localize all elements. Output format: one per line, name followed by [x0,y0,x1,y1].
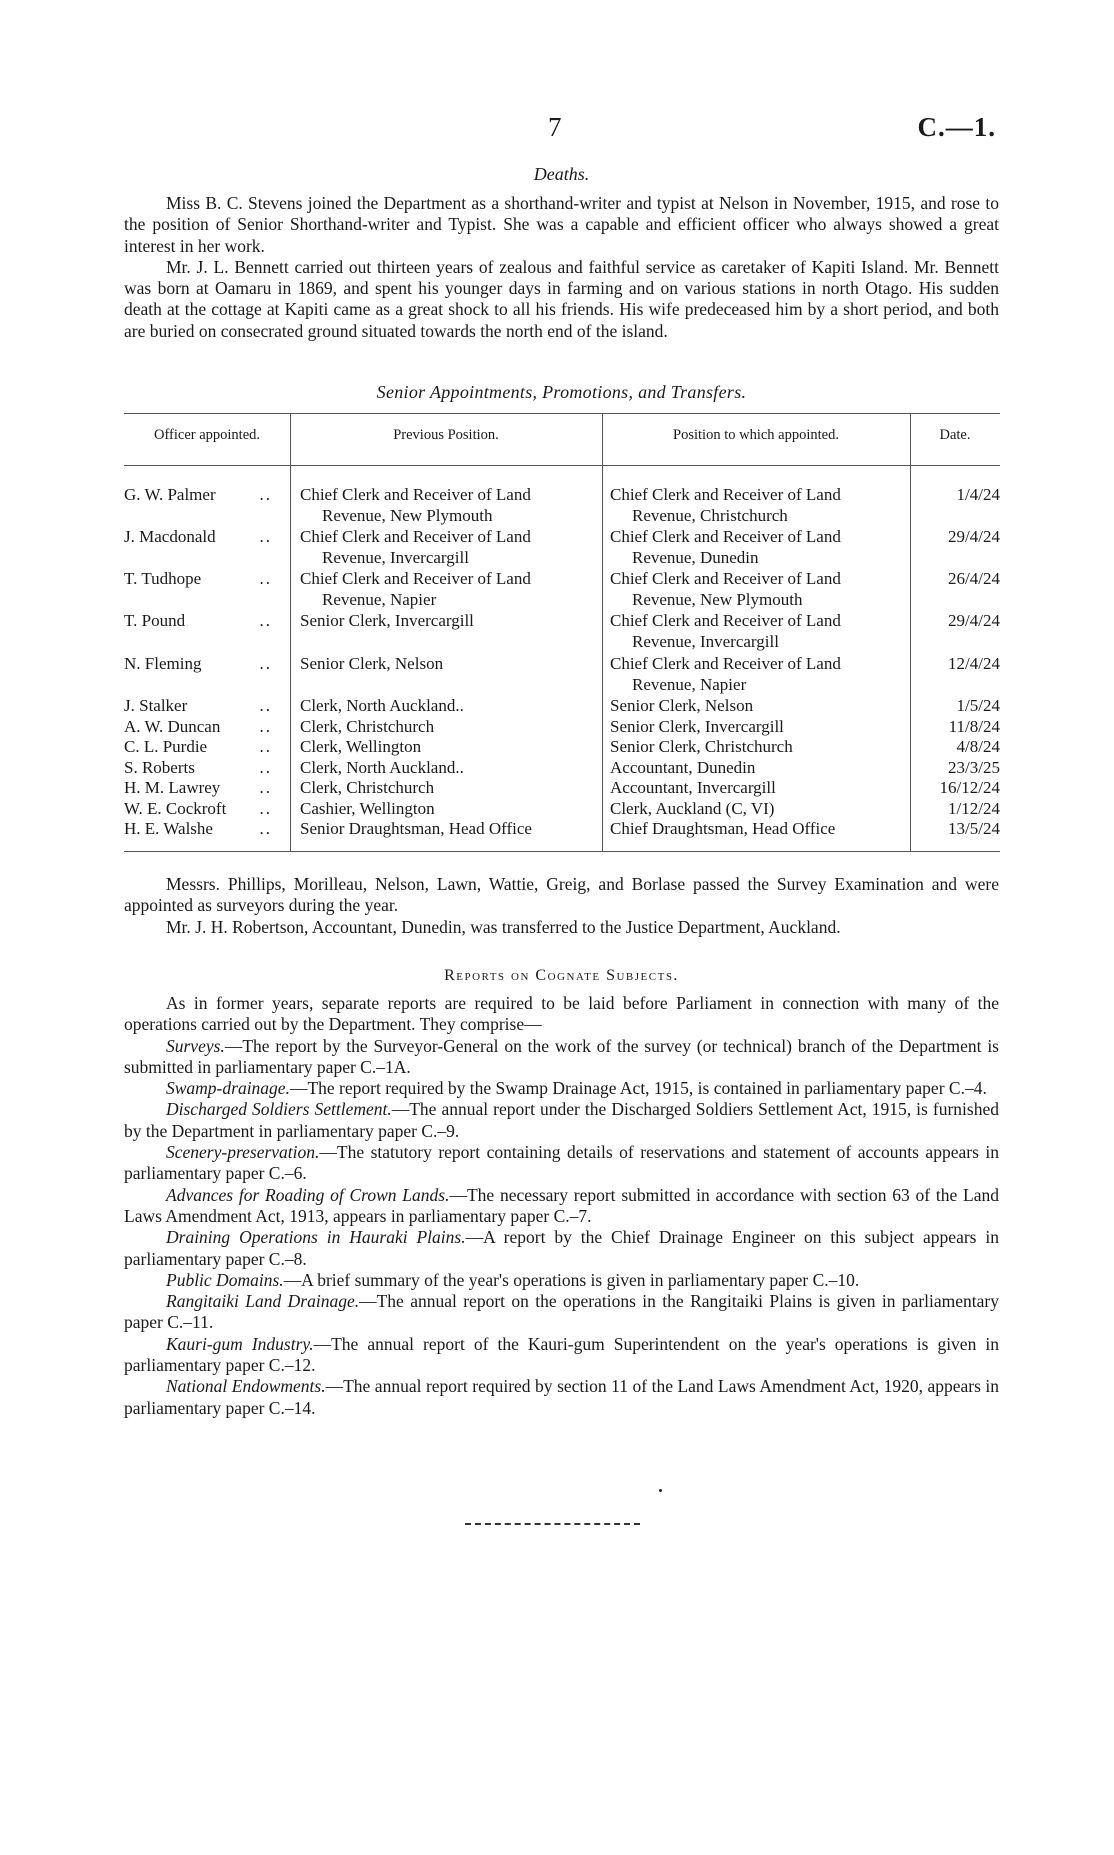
date-cell [914,485,1000,506]
cognate-item-heading: Surveys. [166,1035,225,1056]
previous-position-line: Revenue, Napier [322,589,437,609]
officer-cell [124,819,282,840]
appointed-position-cell [610,737,906,758]
previous-position-cell [300,819,590,840]
table-row [124,485,1000,527]
appointment-date: 16/12/24 [939,778,1000,797]
appointed-position-line: Senior Clerk, Invercargill [610,716,784,736]
leader-dots: .. [259,654,272,673]
appointed-position-line: Chief Clerk and Receiver of Land [610,654,841,673]
officer-cell [124,569,282,590]
deaths-paragraph-bennett: Mr. J. L. Bennett carried out thirteen years of zealous and faithful service as caretaker of Kapiti Island. Mr. Bennett was born at Oamaru in 1869, and spent his younger days in farming and on various stations in north Otago. His sudden death at the cottage at Kapiti came as a great shock to all his friends. His wife predeceased him by a short period, and both are buried on consecrated ground situated towards the north end of the island. [124,256,999,341]
date-cell [914,654,1000,675]
document-reference: C.—1. [917,112,996,142]
date-cell [914,611,1000,632]
transfers-notes [124,874,999,938]
previous-position-line: Clerk, Wellington [300,737,422,756]
cognate-item-heading: Swamp-drainage. [166,1078,290,1099]
table-row [124,611,1000,653]
previous-position-line: Revenue, Invercargill [322,547,469,567]
cognate-item [124,1099,999,1142]
cognate-item-text: —The report by the Surveyor-General on the work of the survey (or technical) branch of the Department is submitted in parliamentary paper C.–1A. [124,1035,999,1077]
cognate-item [124,1142,999,1185]
table-row [124,569,1000,611]
appointment-date: 11/8/24 [948,716,1000,736]
officer-name: S. Roberts [124,757,195,777]
appointed-position-cell [610,569,906,610]
appointed-position-line: Clerk, Auckland (C, VI) [610,798,775,818]
leader-dots: .. [259,757,272,777]
appointment-date: 4/8/24 [956,737,1000,756]
date-cell [914,696,1000,717]
previous-position-line: Clerk, Christchurch [300,778,435,797]
appointment-date: 29/4/24 [948,611,1000,630]
appointed-position-cell [610,758,906,779]
appointed-position-line: Accountant, Invercargill [610,778,776,797]
column-header-previous: Previous Position. [393,427,499,443]
previous-position-cell [300,654,590,675]
cognate-item [124,1036,999,1079]
cognate-item-text: —The statutory report containing details of reservations and statement of accounts appears in parliamentary paper C.–6. [124,1142,999,1184]
robertson-paragraph: Mr. J. H. Robertson, Accountant, Dunedin, was transferred to the Justice Department, Auckland. [166,916,841,937]
appointed-position-line: Revenue, Christchurch [632,505,788,525]
table-row [124,737,1000,758]
previous-position-line: Chief Clerk and Receiver of Land [300,527,531,546]
column-header-appointed: Position to which appointed. [673,427,839,443]
appointed-position-line: Senior Clerk, Nelson [610,696,754,715]
leader-dots: .. [259,485,272,504]
cognate-item-text: —The report required by the Swamp Drainage Act, 1915, is contained in parliamentary paper C.–4. [289,1078,987,1099]
table-row [124,778,1000,799]
appointment-date: 1/12/24 [948,798,1000,818]
officer-name: H. E. Walshe [124,819,213,838]
previous-position-cell [300,611,590,632]
cognate-item-heading: Rangitaiki Land Drainage. [166,1291,360,1312]
appointed-position-cell [610,717,906,738]
date-cell [914,569,1000,590]
officer-name: C. L. Purdie [124,737,208,756]
officer-cell [124,717,282,738]
table-row [124,717,1000,738]
appointed-position-cell [610,819,906,840]
appointed-position-cell [610,799,906,820]
previous-position-line: Clerk, North Auckland.. [300,757,464,777]
appointment-date: 26/4/24 [948,569,1000,588]
date-cell [914,527,1000,548]
appointed-position-cell [610,527,906,568]
cognate-item-heading: Public Domains. [166,1269,284,1290]
table-row [124,527,1000,569]
surveyors-paragraph: Messrs. Phillips, Morilleau, Nelson, Lawn, Wattie, Greig, and Borlase passed the Survey Examination and were appointed as surveyors during the year. [124,874,999,916]
appointed-position-line: Revenue, Napier [632,674,747,694]
officer-name: N. Fleming [124,654,202,673]
leader-dots: .. [259,527,272,546]
table-row [124,799,1000,820]
appointed-position-line: Chief Clerk and Receiver of Land [610,611,841,630]
cognate-item [124,1376,999,1419]
previous-position-cell [300,717,590,738]
previous-position-line: Cashier, Wellington [300,798,435,818]
previous-position-cell [300,696,590,717]
leader-dots: .. [259,798,272,818]
date-cell [914,778,1000,799]
table-header-rule [124,465,1000,466]
appointment-date: 29/4/24 [948,527,1000,546]
appointed-position-line: Chief Clerk and Receiver of Land [610,527,841,546]
previous-position-line: Revenue, New Plymouth [322,505,493,525]
previous-position-line: Chief Clerk and Receiver of Land [300,569,531,588]
cognate-item-text: —The annual report of the Kauri-gum Superintendent on the year's operations is given in parliamentary paper C.–12. [124,1333,999,1376]
page-header [0,112,1114,152]
appointments-heading: Senior Appointments, Promotions, and Transfers. [376,382,747,402]
cognate-items [124,1036,999,1419]
cognate-item [124,1334,999,1377]
previous-position-cell [300,737,590,758]
cognate-item-text: —A brief summary of the year's operations is given in parliamentary paper C.–10. [283,1269,860,1290]
officer-cell [124,778,282,799]
cognate-item [124,1270,999,1291]
appointed-position-line: Revenue, Invercargill [632,631,779,651]
leader-dots: .. [259,716,272,736]
table-top-rule [124,413,1000,414]
cognate-intro: As in former years, separate reports are required to be laid before Parliament in connection with many of the operations carried out by the Department. They comprise— [124,993,999,1035]
table-body [124,485,1000,840]
officer-name: G. W. Palmer [124,485,216,504]
date-cell [914,717,1000,738]
appointment-date: 12/4/24 [948,654,1000,673]
date-cell [914,758,1000,779]
cognate-item [124,1185,999,1228]
cognate-item-text: —The annual report on the operations in the Rangitaiki Plains is given in parliamentary paper C.–11. [124,1291,999,1333]
appointed-position-line: Senior Clerk, Christchurch [610,737,793,756]
officer-cell [124,758,282,779]
table-bottom-rule [124,851,1000,852]
deaths-section [124,193,999,342]
officer-name: T. Tudhope [124,569,202,588]
previous-position-line: Senior Clerk, Nelson [300,654,444,673]
cognate-item-text: —The annual report under the Discharged Soldiers Settlement Act, 1915, is furnished by the Department in parliamentary paper C.–9. [124,1099,999,1141]
deaths-heading: Deaths. [533,164,590,184]
previous-position-cell [300,485,590,526]
column-header-officer: Officer appointed. [153,427,261,443]
previous-position-line: Clerk, Christchurch [300,716,435,736]
previous-position-line: Clerk, North Auckland.. [300,696,464,715]
cognate-item-heading: National Endowments. [166,1376,326,1397]
appointed-position-line: Chief Draughtsman, Head Office [610,819,836,838]
officer-cell [124,696,282,717]
leader-dots: .. [259,696,272,715]
appointed-position-line: Chief Clerk and Receiver of Land [610,569,841,588]
cognate-item-text: —A report by the Chief Drainage Engineer on this subject appears in parliamentary paper C.–8. [124,1227,999,1269]
officer-cell [124,654,282,675]
officer-name: A. W. Duncan [124,716,221,736]
cognate-heading: Reports on Cognate Subjects. [444,967,679,984]
previous-position-cell [300,799,590,820]
officer-cell [124,527,282,548]
previous-position-cell [300,527,590,568]
previous-position-cell [300,569,590,610]
appointed-position-cell [610,778,906,799]
appointed-position-cell [610,485,906,526]
leader-dots: .. [259,778,272,797]
appointment-date: 23/3/25 [948,757,1000,777]
leader-dots: .. [259,737,272,756]
date-cell [914,819,1000,840]
appointed-position-line: Accountant, Dunedin [610,757,756,777]
appointment-date: 13/5/24 [948,819,1000,838]
cognate-item-heading: Advances for Roading of Crown Lands. [166,1184,450,1205]
appointed-position-line: Revenue, New Plymouth [632,589,803,609]
table-row [124,819,1000,840]
date-cell [914,737,1000,758]
page-number: 7 [548,112,562,142]
previous-position-cell [300,758,590,779]
column-header-date: Date. [939,427,971,443]
previous-position-line: Senior Clerk, Invercargill [300,611,474,630]
officer-cell [124,737,282,758]
cognate-item-heading: Draining Operations in Hauraki Plains. [166,1227,466,1248]
appointed-position-cell [610,696,906,717]
officer-name: T. Pound [124,611,186,630]
table-row [124,758,1000,779]
cognate-item-heading: Discharged Soldiers Settlement. [166,1099,392,1120]
cognate-item [124,1078,999,1099]
officer-name: H. M. Lawrey [124,778,221,797]
end-rule [465,1523,640,1525]
officer-name: J. Stalker [124,696,188,715]
officer-name: J. Macdonald [124,527,216,546]
cognate-item [124,1291,999,1334]
leader-dots: .. [259,819,272,838]
officer-name: W. E. Cockroft [124,798,227,818]
appointment-date: 1/5/24 [956,696,1000,715]
date-cell [914,799,1000,820]
previous-position-cell [300,778,590,799]
printer-dot [659,1489,662,1492]
cognate-item [124,1227,999,1270]
appointment-date: 1/4/24 [956,485,1000,504]
cognate-item-heading: Kauri-gum Industry. [166,1333,314,1354]
deaths-paragraph-stevens: Miss B. C. Stevens joined the Department as a shorthand-writer and typist at Nelson in November, 1915, and rose to the position of Senior Shorthand-writer and Typist. She was a capable and efficient officer who always showed a great interest in her work. [124,193,999,256]
cognate-item-text: —The annual report required by section 11 of the Land Laws Amendment Act, 1920, appears in parliamentary paper C.–14. [124,1376,1000,1418]
officer-cell [124,485,282,506]
table-row [124,654,1000,696]
leader-dots: .. [259,569,272,588]
cognate-item-heading: Scenery-preservation. [166,1142,320,1163]
appointed-position-line: Chief Clerk and Receiver of Land [610,485,841,504]
previous-position-line: Chief Clerk and Receiver of Land [300,485,531,504]
table-row [124,696,1000,717]
cognate-section [124,993,999,1419]
appointed-position-cell [610,611,906,652]
appointed-position-cell [610,654,906,695]
leader-dots: .. [259,611,272,630]
appointed-position-line: Revenue, Dunedin [632,547,759,567]
cognate-item-text: —The necessary report submitted in accordance with section 63 of the Land Laws Amendment Act, 1913, appears in parliamentary paper C.–7. [124,1184,999,1226]
officer-cell [124,799,282,820]
previous-position-line: Senior Draughtsman, Head Office [300,819,532,838]
officer-cell [124,611,282,632]
